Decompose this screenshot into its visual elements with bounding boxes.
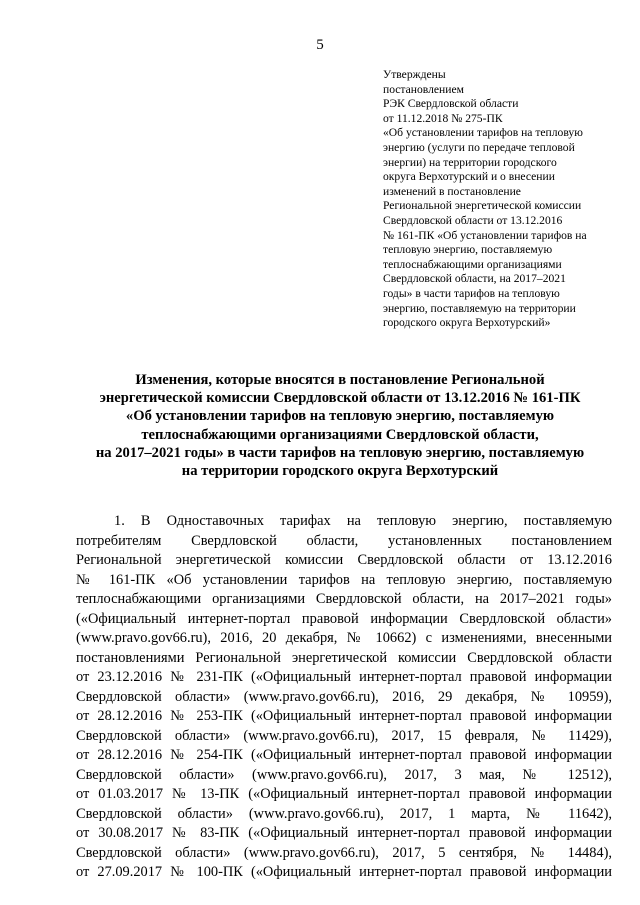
approval-line: тепловую энергию, поставляемую <box>383 243 553 257</box>
approval-line: энергии) на территории городского <box>383 155 557 169</box>
body-line: от 27.09.2017 № 100-ПК («Официальный интернет-портал правовой информации <box>76 864 612 880</box>
document-title <box>60 371 620 480</box>
body-line: теплоснабжающими организациями Свердловской области, на 2017–2021 годы» <box>76 591 612 607</box>
approval-line: «Об установлении тарифов на тепловую <box>383 126 583 140</box>
title-line: теплоснабжающими организациями Свердловской области, <box>141 426 539 443</box>
approval-line: городского округа Верхотурский» <box>383 316 551 330</box>
approval-line: Свердловской области, на 2017–2021 <box>383 272 566 286</box>
approval-line: изменений в постановление <box>383 184 521 198</box>
body-line: от 30.08.2017 № 83-ПК («Официальный интернет-портал правовой информации <box>76 825 612 841</box>
body-line: Свердловской области» (www.pravo.gov66.ru), 2017, 5 сентября, № 14484), <box>76 844 612 861</box>
approval-line: округа Верхотурский и о внесении <box>383 170 555 184</box>
approval-line: теплоснабжающими организациями <box>383 257 562 271</box>
approval-line: Свердловской области от 13.12.2016 <box>383 213 563 227</box>
body-line: № 161-ПК «Об установлении тарифов на тепловую энергию, поставляемую <box>76 571 612 588</box>
page-number: 5 <box>316 37 324 53</box>
approval-block <box>383 68 623 331</box>
approval-line: от 11.12.2018 № 275-ПК <box>383 111 503 125</box>
approval-line: Утверждены <box>383 68 446 81</box>
approval-line: РЭК Свердловской области <box>383 97 519 111</box>
title-line: Изменения, которые вносятся в постановление Региональной <box>135 372 545 388</box>
body-line: (www.pravo.gov66.ru), 2016, 20 декабря, № 10662) с изменениями, внесенными <box>76 630 612 646</box>
title-line: «Об установлении тарифов на тепловую энергию, поставляемую <box>125 408 555 425</box>
body-line: Региональной энергетической комиссии Свердловской области от 13.12.2016 <box>76 552 612 568</box>
approval-line: Региональной энергетической комиссии <box>383 199 582 213</box>
body-line: от 23.12.2016 № 231-ПК («Официальный интернет-портал правовой информации <box>76 669 612 685</box>
body-line: постановлениями Региональной энергетической комиссии Свердловской области <box>76 649 612 666</box>
body-line: 1. В Одноставочных тарифах на тепловую энергию, поставляемую <box>114 513 612 529</box>
title-line: энергетической комиссии Свердловской области от 13.12.2016 № 161-ПК <box>99 390 581 407</box>
body-line: Свердловской области» (www.pravo.gov66.ru), 2016, 29 декабря, № 10959), <box>76 688 612 705</box>
body-line: потребителям Свердловской области, установленных постановлением <box>76 532 612 549</box>
body-line: Свердловской области» (www.pravo.gov66.ru), 2017, 3 мая, № 12512), <box>76 766 612 783</box>
body-line: от 28.12.2016 № 253-ПК («Официальный интернет-портал правовой информации <box>76 708 612 724</box>
body-line: Свердловской области» (www.pravo.gov66.ru), 2017, 1 марта, № 11642), <box>76 805 612 822</box>
body-line: от 01.03.2017 № 13-ПК («Официальный интернет-портал правовой информации <box>76 786 612 802</box>
body-line: Свердловской области» (www.pravo.gov66.ru), 2017, 15 февраля, № 11429), <box>76 727 612 744</box>
approval-line: годы» в части тарифов на тепловую <box>383 286 560 300</box>
title-line: на 2017–2021 годы» в части тарифов на тепловую энергию, поставляемую <box>95 444 585 461</box>
approval-line: постановлением <box>383 82 464 96</box>
title-line: на территории городского округа Верхотурский <box>181 463 499 480</box>
body-line: («Официальный интернет-портал правовой информации Свердловской области» <box>76 610 612 627</box>
approval-line: № 161-ПК «Об установлении тарифов на <box>383 228 587 242</box>
approval-line: энергию (услуги по передаче тепловой <box>383 140 575 154</box>
body-paragraph <box>76 512 612 883</box>
approval-line: энергию, поставляемую на территории <box>383 301 576 315</box>
body-line: от 28.12.2016 № 254-ПК («Официальный интернет-портал правовой информации <box>76 747 612 763</box>
